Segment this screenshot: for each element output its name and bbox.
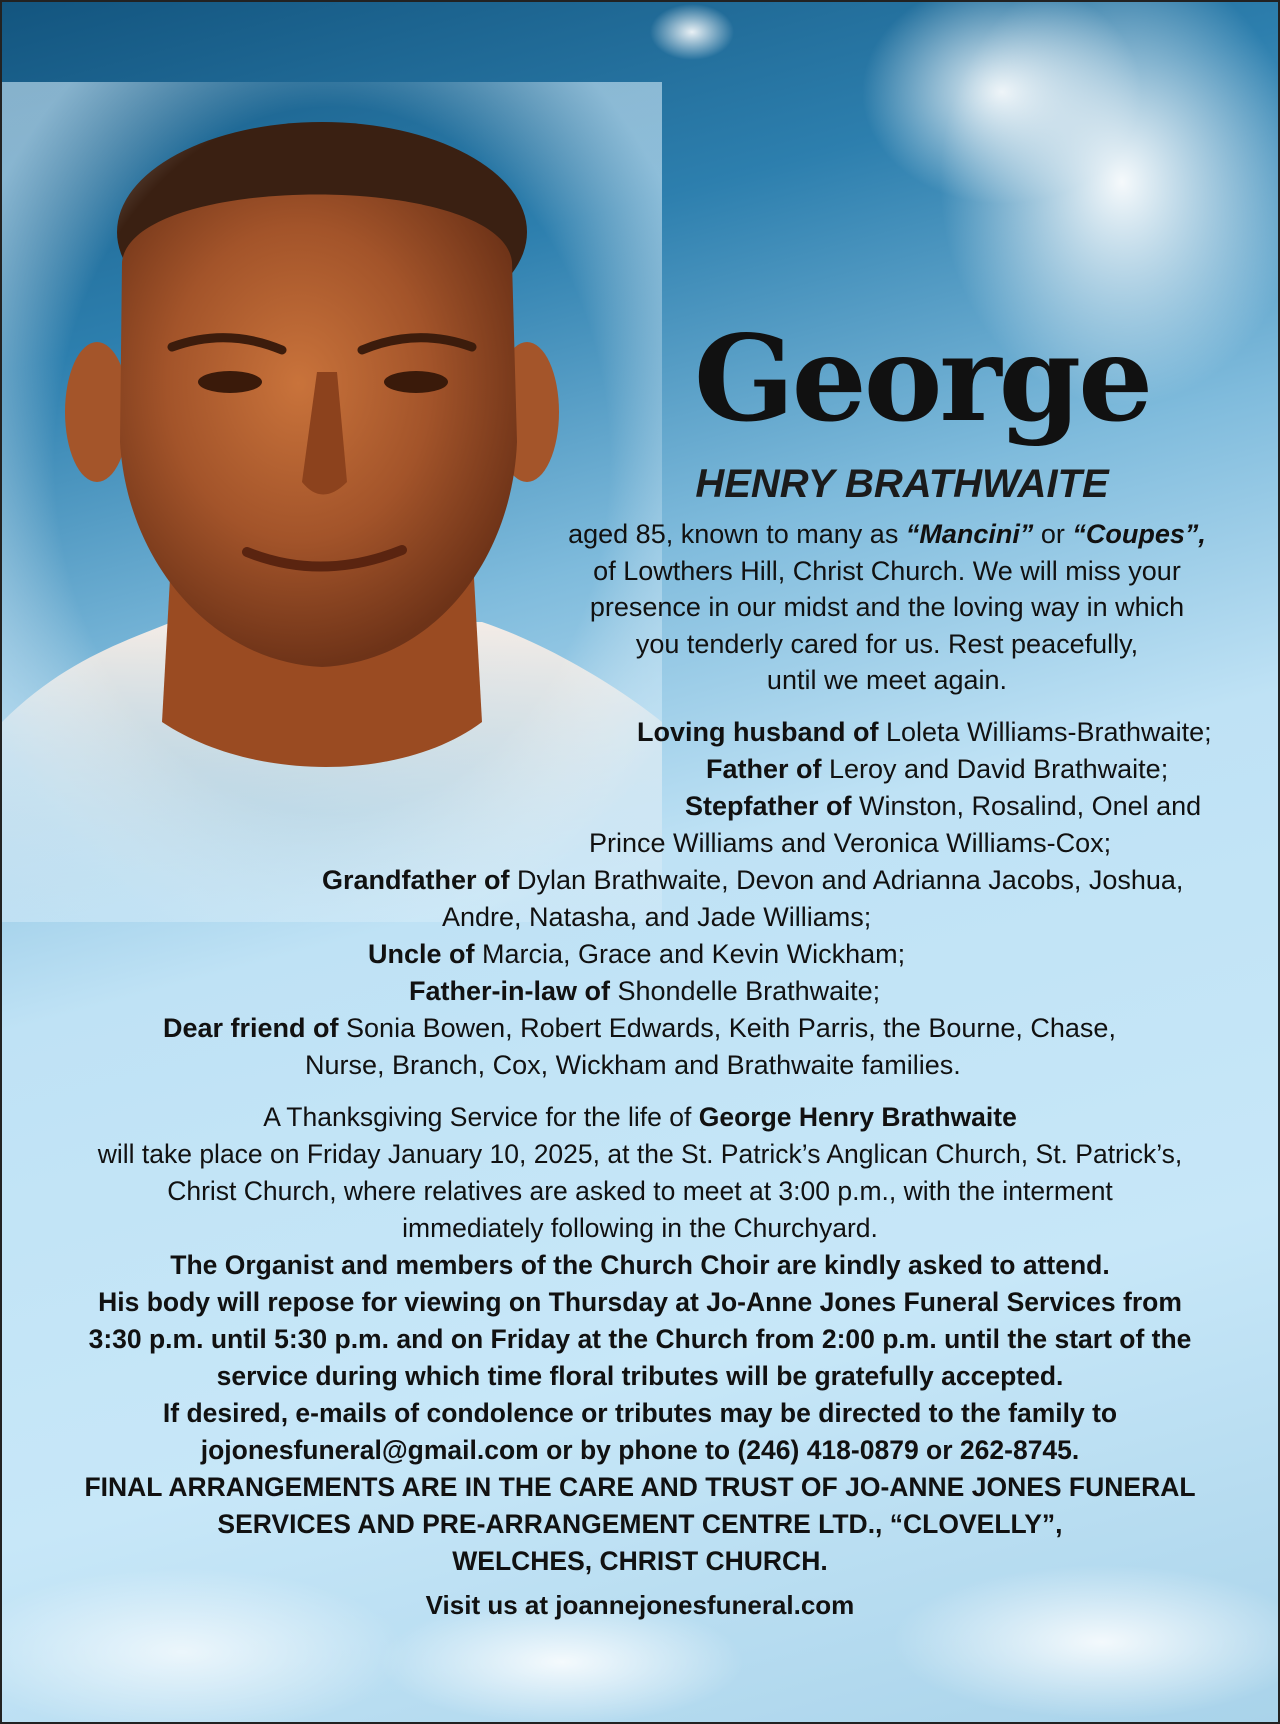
relation-label: Father of xyxy=(706,754,822,784)
relation-names: Winston, Rosalind, Onel and xyxy=(851,791,1202,821)
viewing-line-1: His body will repose for viewing on Thursday at Jo-Anne Jones Funeral Services from xyxy=(98,1287,1182,1317)
relative-husband xyxy=(637,714,1280,751)
service-line-3: Christ Church, where relatives are asked to meet at 3:00 p.m., with the interment xyxy=(167,1176,1113,1206)
relatives-list xyxy=(2,714,1278,1084)
relation-label: Father-in-law of xyxy=(409,976,610,1006)
relation-label: Grandfather of xyxy=(322,865,510,895)
nickname-coupes: “Coupes”, xyxy=(1072,519,1206,549)
condolence-line-1: If desired, e-mails of condolence or tributes may be directed to the family to xyxy=(162,1398,1118,1428)
relation-label: Loving husband of xyxy=(637,717,879,747)
relative-friend xyxy=(163,1010,1280,1047)
intro-line-5: until we meet again. xyxy=(766,665,1008,695)
relation-names: Sonia Bowen, Robert Edwards, Keith Parris, the Bourne, Chase, xyxy=(338,1013,1116,1043)
intro-text: or xyxy=(1033,519,1073,549)
intro-line-3: presence in our midst and the loving way in which xyxy=(589,592,1185,622)
arrangements-line-3: WELCHES, CHRIST CHURCH. xyxy=(452,1546,828,1576)
relation-names: Loleta Williams-Brathwaite; xyxy=(878,717,1212,747)
relation-names: Marcia, Grace and Kevin Wickham; xyxy=(474,939,906,969)
website-line: Visit us at joannejonesfuneral.com xyxy=(425,1590,855,1620)
intro-text: aged 85, known to many as xyxy=(568,519,906,549)
nickname-mancini: “Mancini” xyxy=(905,519,1034,549)
deceased-full-name: HENRY BRATHWAITE xyxy=(695,462,1109,506)
relation-names: Leroy and David Brathwaite; xyxy=(821,754,1169,784)
service-details xyxy=(2,1099,1278,1580)
viewing-line-3: service during which time floral tributes will be gratefully accepted. xyxy=(216,1361,1064,1391)
arrangements-line-1: FINAL ARRANGEMENTS ARE IN THE CARE AND TRUST OF JO-ANNE JONES FUNERAL xyxy=(84,1472,1196,1502)
service-line-4: immediately following in the Churchyard. xyxy=(402,1213,878,1243)
service-text: A Thanksgiving Service for the life of xyxy=(263,1102,699,1132)
relative-grandfather xyxy=(322,862,1280,899)
intro-line-1 xyxy=(567,516,1207,553)
relative-father-in-law xyxy=(409,973,1280,1010)
relative-friend-cont: Nurse, Branch, Cox, Wickham and Brathwaite families. xyxy=(305,1050,961,1080)
intro-line-2: of Lowthers Hill, Christ Church. We will miss your xyxy=(593,555,1181,586)
viewing-line-2: 3:30 p.m. until 5:30 p.m. and on Friday at the Church from 2:00 p.m. until the start of the xyxy=(88,1324,1192,1354)
relative-grandfather-cont: Andre, Natasha, and Jade Williams; xyxy=(442,902,872,932)
intro-line-4: you tenderly cared for us. Rest peacefully, xyxy=(635,628,1139,659)
deceased-first-name: George xyxy=(693,309,1151,448)
relative-stepfather xyxy=(685,788,1280,825)
service-line-2: will take place on Friday January 10, 2025, at the St. Patrick’s Anglican Church, St. Patrick’s, xyxy=(97,1139,1183,1169)
relative-uncle xyxy=(368,936,1280,973)
service-line-1 xyxy=(2,1099,1278,1136)
relative-stepfather-cont: Prince Williams and Veronica Williams-Cox; xyxy=(589,828,1112,858)
arrangements-line-2: SERVICES AND PRE-ARRANGEMENT CENTRE LTD., “CLOVELLY”, xyxy=(217,1509,1063,1539)
organist-note: The Organist and members of the Church Choir are kindly asked to attend. xyxy=(170,1250,1110,1280)
relative-father xyxy=(706,751,1280,788)
relation-label: Stepfather of xyxy=(685,791,852,821)
relation-label: Dear friend of xyxy=(163,1013,339,1043)
relation-label: Uncle of xyxy=(368,939,475,969)
relation-names: Shondelle Brathwaite; xyxy=(610,976,881,1006)
intro-paragraph xyxy=(567,516,1207,699)
condolence-line-2: jojonesfuneral@gmail.com or by phone to (246) 418-0879 or 262-8745. xyxy=(200,1435,1080,1465)
service-name: George Henry Brathwaite xyxy=(698,1102,1017,1132)
relation-names: Dylan Brathwaite, Devon and Adrianna Jacobs, Joshua, xyxy=(509,865,1184,895)
